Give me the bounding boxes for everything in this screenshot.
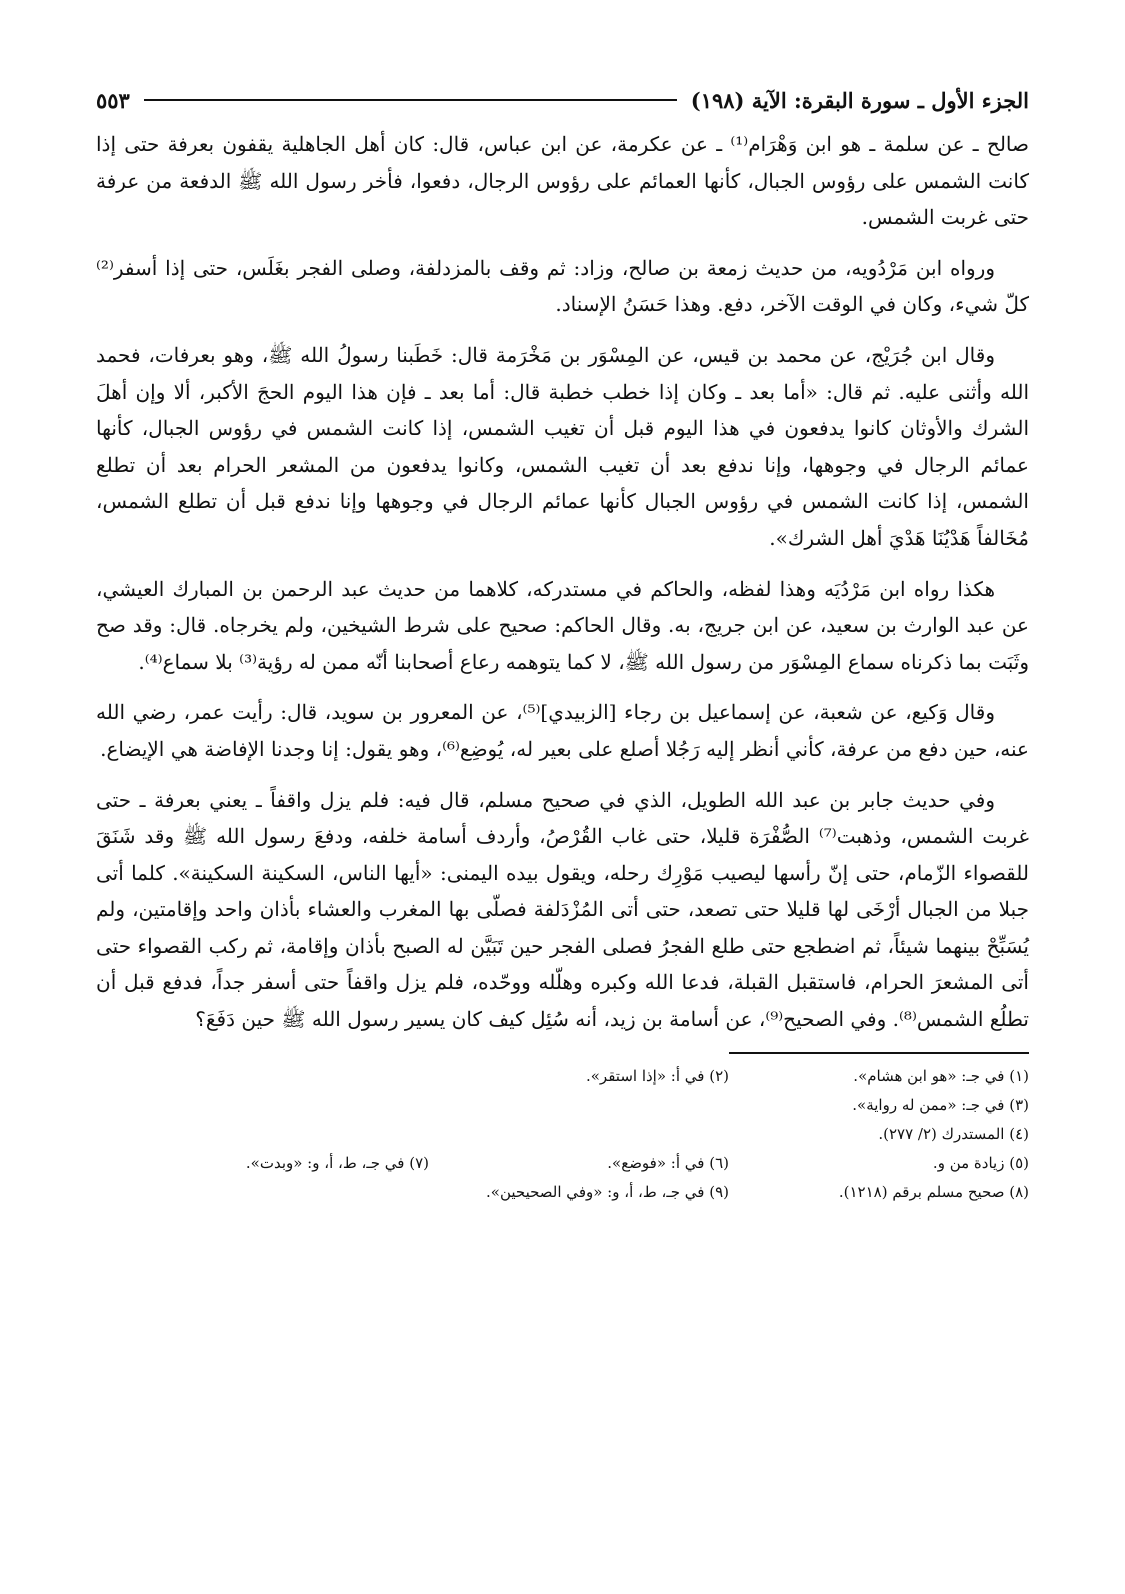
running-header	[96, 82, 1029, 118]
footnote: (٥) زيادة من و.	[932, 1153, 1029, 1172]
footnote-row	[96, 1178, 1029, 1207]
footnote: (٧) في جـ، ط، أ، و: «وبدت».	[245, 1153, 429, 1172]
footnotes	[96, 1062, 1029, 1207]
running-title: الجزء الأول ـ سورة البقرة: الآية (١٩٨)	[690, 87, 1029, 113]
paragraph: صالح ـ عن سلمة ـ هو ابن وَهْرَام⁽¹⁾ ـ عن عكرمة، عن ابن عباس، قال: كان أهل الجاهلية يقفون بعرفة حتى إذا كانت الشمس على رؤوس الجبال، كأنها العمائم على رؤوس الرجال، دفعوا، فأخر رسول الله ﷺ الدفعة من عرفة حتى غربت الشمس.	[96, 132, 1029, 230]
footnote: (٩) في جـ، ط، أ، و: «وفي الصحيحين».	[486, 1182, 729, 1201]
paragraph: ورواه ابن مَرْدُويه، من حديث زمعة بن صالح، وزاد: ثم وقف بالمزدلفة، وصلى الفجر بغَلَس، حتى إذا أسفر⁽²⁾ كلّ شيء، وكان في الوقت الآخر، دفع. وهذا حَسَنُ الإسناد.	[96, 255, 1029, 317]
paragraph: هكذا رواه ابن مَرْدُيَه وهذا لفظه، والحاكم في مستدركه، كلاهما من حديث عبد الرحمن بن المبارك العيشي، عن عبد الوارث بن سعيد، عن ابن جريج، به. وقال الحاكم: صحيح على شرط الشيخين، ولم يخرجاه. قال: وقد صح وثَبَت بما ذكرناه سماع المِسْوَر من رسول الله ﷺ، لا كما يتوهمه رعاع أصحابنا أنّه ممن له رؤية⁽³⁾ بلا سماع⁽⁴⁾.	[96, 576, 1029, 674]
footnote: (٦) في أ: «فوضع».	[607, 1153, 729, 1172]
footnote-row	[96, 1062, 1029, 1091]
book-page	[96, 82, 1029, 1512]
footnote: (١) في جـ: «هو ابن هشام».	[853, 1066, 1029, 1085]
footnote-row	[96, 1120, 1029, 1149]
footnote-row	[96, 1091, 1029, 1120]
footnote: (٤) المستدرك (٢/ ٢٧٧).	[878, 1124, 1029, 1143]
paragraph: وقال وَكيع، عن شعبة، عن إسماعيل بن رجاء [الزبيدي]⁽⁵⁾، عن المعرور بن سويد، قال: رأيت عمر، رضي الله عنه، حين دفع من عرفة، كأني أنظر إليه رَجُلا أصلع على بعير له، يُوضِع⁽⁶⁾، وهو يقول: إنا وجدنا الإفاضة هي الإيضاع.	[96, 700, 1029, 761]
footnote-row	[96, 1149, 1029, 1178]
footnote: (٣) في جـ: «ممن له رواية».	[852, 1095, 1029, 1114]
header-rule	[144, 99, 677, 101]
footnote-separator	[729, 1052, 1029, 1054]
page-number: ٥٥٣	[96, 87, 130, 113]
main-text	[96, 126, 1029, 1038]
footnote: (٨) صحيح مسلم برقم (١٢١٨).	[838, 1182, 1029, 1201]
paragraph: وقال ابن جُرَيْج، عن محمد بن قيس، عن المِسْوَر بن مَخْرَمة قال: خَطَبنا رسولُ الله ﷺ، وهو بعرفات، فحمد الله وأثنى عليه. ثم قال: «أما بعد ـ وكان إذا خطب خطبة قال: أما بعد ـ فإن هذا اليوم الحجَ الأكبر، ألا وإن أهلَ الشرك والأوثان كانوا يدفعون في هذا اليوم قبل أن تغيب الشمس، إذا كانت الشمس في رؤوس الجبال، كأنها عمائم الرجال في وجوهها، وإنا ندفع بعد أن تغيب الشمس، وكانوا يدفعون من المشعر الحرام بعد أن تطلع الشمس، إذا كانت الشمس في رؤوس الجبال كأنها عمائم الرجال في وجوهها وإنا ندفع قبل أن تطلع الشمس، مُخَالفاً هَدْيُنَا هَدْيَ أهل الشرك».	[96, 342, 1029, 550]
footnote: (٢) في أ: «إذا استقر».	[585, 1066, 729, 1085]
paragraph: وفي حديث جابر بن عبد الله الطويل، الذي في صحيح مسلم، قال فيه: فلم يزل واقفاً ـ يعني بعرفة ـ حتى غربت الشمس، وذهبت⁽⁷⁾ الصُّفْرَة قليلا، حتى غاب القُرْصُ، وأردف أسامة خلفه، ودفعَ رسول الله ﷺ وقد شَنَقَ للقصواء الزّمام، حتى إنّ رأسها ليصيب مَوْرِك رحله، ويقول بيده اليمنى: «أيها الناس، السكينة السكينة». كلما أتى جبلا من الجبال أرْخَى لها قليلا حتى تصعد، حتى أتى المُزْدَلفة فصلّى بها المغرب والعشاء بأذان واحد وإقامتين، ولم يُسَبِّحْ بينهما شيئاً، ثم اضطجع حتى طلع الفجرُ فصلى الفجر حين تَبَيَّن له الصبح بأذان وإقامة، ثم ركب القصواء حتى أتى المشعرَ الحرام، فاستقبل القبلة، فدعا الله وكبره وهلّله ووحّده، فلم يزل واقفاً حتى أسفر جداً، فدفع قبل أن تطلُع الشمس⁽⁸⁾. وفي الصحيح⁽⁹⁾، عن أسامة بن زيد، أنه سُئِل كيف كان يسير رسول الله ﷺ حين دَفَعَ؟	[96, 787, 1029, 1032]
